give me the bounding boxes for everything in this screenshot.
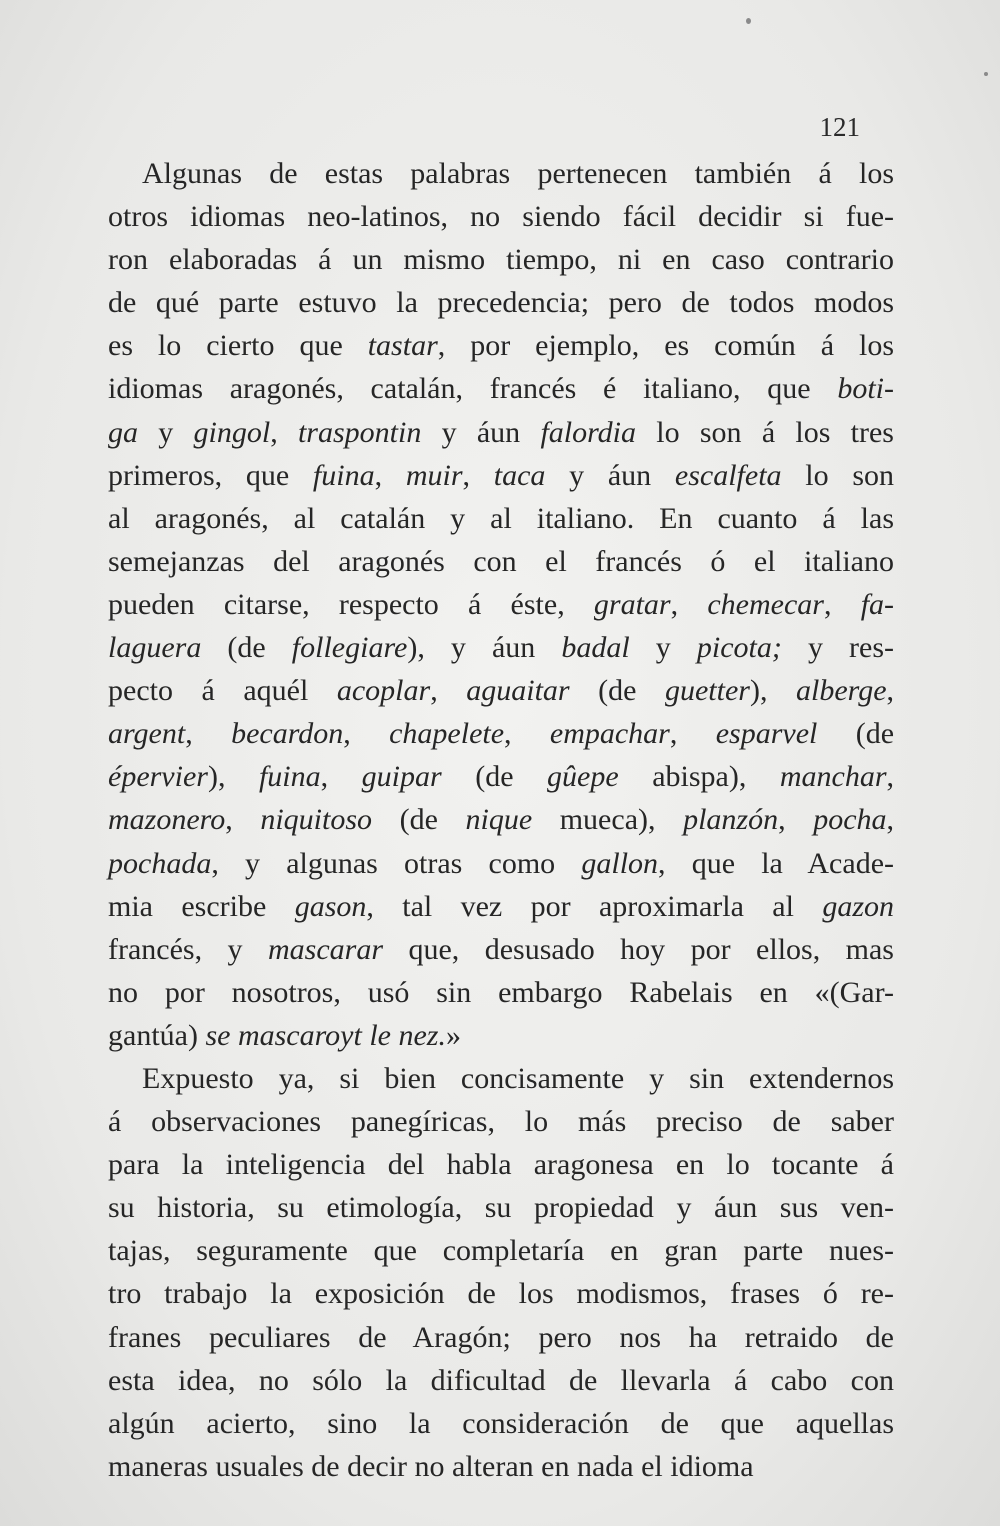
text-segment: lo son (781, 458, 895, 492)
italic-word: empachar (549, 717, 670, 751)
italic-word: muir (405, 458, 463, 492)
italic-word: laguera (108, 631, 202, 665)
speck-mark (746, 18, 751, 24)
italic-word: pochada (108, 846, 212, 880)
text-segment: primeros, que (108, 458, 313, 492)
text-line (108, 1445, 894, 1488)
text-line (108, 1402, 894, 1445)
italic-word: traspontin (297, 415, 422, 449)
italic-word: chapelete (389, 717, 505, 751)
italic-word: nique (465, 803, 533, 837)
text-segment: ), (749, 674, 796, 708)
text-segment: Expuesto ya, si bien concisamente y sin extendernos (142, 1061, 894, 1095)
text-segment: (de (372, 803, 466, 837)
italic-word: se mascaroyt le nez. (205, 1018, 446, 1052)
text-segment: , (669, 717, 716, 751)
text-segment: , (886, 674, 895, 708)
italic-word: ga (108, 415, 138, 449)
italic-word: esparvel (715, 717, 818, 751)
text-line (108, 842, 894, 885)
text-segment: , (185, 717, 232, 751)
text-segment: pueden citarse, respecto á éste, (108, 587, 594, 621)
italic-word: niquitoso (260, 803, 372, 837)
text-line (108, 411, 894, 454)
italic-word: picota; (696, 631, 782, 665)
text-segment: (de (201, 631, 292, 665)
italic-word: falordia (540, 415, 637, 449)
text-segment: para la inteligencia del habla aragonesa en lo tocante á (108, 1148, 894, 1182)
text-segment: y (138, 415, 194, 449)
italic-word: acoplar (336, 674, 431, 708)
text-segment: no por nosotros, usó sin embargo Rabelais en «(Gar- (108, 975, 894, 1009)
text-segment: , y algunas otras como (211, 846, 582, 880)
text-segment: » (445, 1018, 461, 1052)
italic-word: gallon (581, 846, 659, 880)
paragraph (108, 1057, 894, 1488)
text-segment: ), (207, 760, 259, 794)
text-segment: franes peculiares de Aragón; pero nos ha retraido de (108, 1320, 894, 1354)
text-segment: Algunas de estas palabras pertenecen también á los (142, 157, 894, 190)
text-segment: tajas, seguramente que completaría en gran parte nues- (108, 1234, 894, 1268)
text-segment: á observaciones panegíricas, lo más preciso de saber (108, 1105, 894, 1139)
italic-word: gingol (193, 415, 271, 449)
text-segment: ron elaboradas á un mismo tiempo, ni en caso contrario (108, 243, 894, 277)
text-segment: mia escribe (108, 889, 295, 923)
italic-word: badal (561, 631, 630, 665)
text-segment: , (270, 415, 298, 449)
italic-word: fuina (258, 760, 321, 794)
text-line (108, 971, 894, 1014)
text-segment: , (886, 760, 894, 794)
text-line (108, 281, 894, 324)
text-segment: , (343, 717, 390, 751)
text-line (108, 1316, 894, 1359)
text-line (108, 928, 894, 971)
text-segment: de qué parte estuvo la precedencia; pero de todos modos (108, 286, 894, 320)
text-line (108, 1186, 894, 1229)
text-line (108, 540, 894, 583)
text-line (108, 1143, 894, 1186)
italic-word: mascarar (268, 932, 384, 966)
text-segment: semejanzas del aragonés con el francés ó el italiano (108, 544, 894, 578)
italic-word: pocha (813, 803, 887, 837)
italic-word: chemecar (707, 587, 824, 621)
italic-word: taca (493, 458, 546, 492)
italic-word: fuina (312, 458, 375, 492)
text-segment: lo son á los tres (636, 415, 894, 449)
text-segment: al aragonés, al catalán y al italiano. En cuanto á las (108, 501, 894, 535)
text-segment: maneras usuales de decir no alteran en nada el idioma (108, 1449, 754, 1483)
text-line (108, 152, 894, 195)
italic-word: becardon (231, 717, 344, 751)
italic-word: gazon (822, 889, 894, 923)
text-segment: tro trabajo la exposición de los modismos, frases ó re- (108, 1277, 894, 1311)
text-segment: idiomas aragonés, catalán, francés é italiano, que (108, 372, 838, 406)
italic-word: argent (108, 717, 186, 751)
text-segment: que, desusado hoy por ellos, mas (383, 932, 894, 966)
text-segment: , (374, 458, 406, 492)
text-segment: , (462, 458, 494, 492)
page-number: 121 (819, 112, 860, 142)
text-segment: , (504, 717, 550, 751)
text-segment: abispa), (618, 760, 780, 794)
text-segment: es lo cierto que (108, 329, 368, 363)
italic-word: fa- (860, 587, 895, 621)
paragraph (108, 152, 894, 1057)
text-segment: y (629, 631, 697, 665)
text-line (108, 367, 894, 410)
italic-word: aguaitar (466, 674, 570, 708)
italic-word: manchar (779, 760, 887, 794)
text-segment: , (823, 587, 861, 621)
text-line (108, 885, 894, 928)
text-segment: su historia, su etimología, su propiedad y áun sus ven- (108, 1191, 894, 1225)
italic-word: guipar (361, 760, 442, 794)
italic-word: escalfeta (674, 458, 782, 492)
italic-word: guetter (664, 674, 750, 708)
text-segment: pecto á aquél (108, 674, 337, 708)
italic-word: follegiare (291, 631, 408, 665)
text-segment: esta idea, no sólo la dificultad de llevarla á cabo con (108, 1363, 894, 1397)
italic-word: gratar (593, 587, 671, 621)
text-segment: , (430, 674, 467, 708)
text-segment: , tal vez por aproximarla al (366, 889, 823, 923)
text-segment: otros idiomas neo-latinos, no siendo fácil decidir si fue- (108, 200, 894, 234)
text-segment: gantúa) (108, 1018, 206, 1052)
text-segment: (de (569, 674, 665, 708)
text-segment: , (670, 587, 708, 621)
text-line (108, 1014, 894, 1057)
text-segment: , (320, 760, 362, 794)
text-segment: (de (817, 717, 895, 751)
text-segment: y res- (781, 631, 894, 665)
text-line (108, 238, 894, 281)
text-line (108, 626, 894, 669)
italic-word: tastar (367, 329, 438, 363)
text-line (108, 454, 894, 497)
text-segment: , (778, 803, 814, 837)
text-line (108, 1359, 894, 1402)
italic-word: boti- (837, 372, 894, 406)
text-segment: y áun (421, 415, 541, 449)
text-segment: mueca), (532, 803, 684, 837)
text-line (108, 1100, 894, 1143)
italic-word: gûepe (547, 760, 619, 794)
text-segment: (de (441, 760, 548, 794)
text-segment: , (225, 803, 261, 837)
text-line (108, 755, 894, 798)
text-segment: algún acierto, sino la consideración de que aquellas (108, 1406, 894, 1440)
text-segment: , (886, 803, 895, 837)
text-line (108, 669, 894, 712)
text-line (108, 1057, 894, 1100)
text-segment: , que la Acade- (658, 846, 894, 880)
text-segment: francés, y (108, 932, 268, 966)
italic-word: épervier (108, 760, 208, 794)
italic-word: gason (294, 889, 367, 923)
text-segment: , por ejemplo, es común á los (437, 329, 895, 363)
text-line (108, 712, 894, 755)
text-line (108, 1229, 894, 1272)
italic-word: planzón (683, 803, 779, 837)
text-line (108, 497, 894, 540)
text-line (108, 798, 894, 841)
text-segment: y áun (545, 458, 675, 492)
speck-mark (984, 72, 988, 76)
text-line (108, 583, 894, 626)
text-line (108, 195, 894, 238)
text-line (108, 1272, 894, 1315)
italic-word: mazonero (108, 803, 226, 837)
italic-word: alberge (795, 674, 887, 708)
body-text (108, 152, 894, 1488)
text-segment: ), y áun (407, 631, 562, 665)
text-line (108, 324, 894, 367)
